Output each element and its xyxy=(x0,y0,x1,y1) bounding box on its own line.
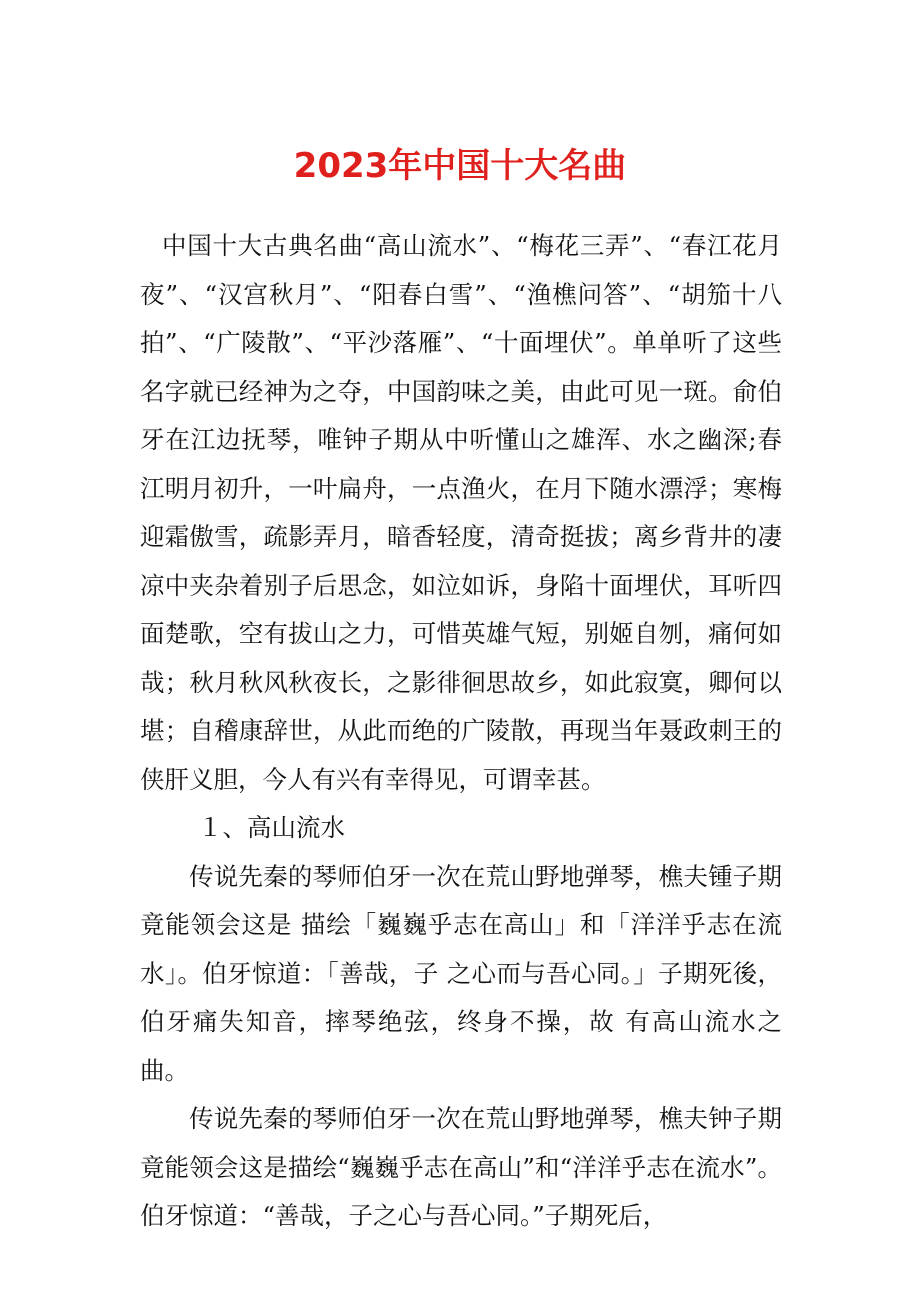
page-title: 2023年中国十大名曲 xyxy=(293,146,627,186)
section-paragraph-1: 传说先秦的琴师伯牙一次在荒山野地弹琴，樵夫锺子期竟能领会这是 描绘「巍巍乎志在高山」和「洋洋乎志在流水」。伯牙惊道：「善哉，子 之心而与吾心同。」子期死後，伯牙痛失知音，摔琴绝弦，终身不操，故 有高山流水之曲。 xyxy=(140,861,782,1085)
document-body xyxy=(140,222,782,1241)
intro-paragraph: 中国十大古典名曲“高山流水”、“梅花三弄”、“春江花月夜”、“汉宫秋月”、“阳春白雪”、“渔樵问答”、“胡笳十八拍”、“广陵散”、“平沙落雁”、“十面埋伏”。单单听了这些名字就已经神为之夺，中国韵味之美，由此可见一斑。俞伯牙在江边抚琴，唯钟子期从中听懂山之雄浑、水之幽深;春江明月初升，一叶扁舟，一点渔火，在月下随水漂浮；寒梅迎霜傲雪，疏影弄月，暗香轻度，清奇挺拔；离乡背井的凄凉中夹杂着别子后思念，如泣如诉，身陷十面埋伏，耳听四面楚歌，空有拔山之力，可惜英雄气短，别姬自刎，痛何如哉；秋月秋风秋夜长，之影徘徊思故乡，如此寂寞，卿何以堪；自稽康辞世，从此而绝的广陵散，再现当年聂政刺王的侠肝义胆，今人有兴有幸得见，可谓幸甚。 xyxy=(140,231,782,794)
section-heading: １、高山流水 xyxy=(198,813,345,842)
section-paragraph-2: 传说先秦的琴师伯牙一次在荒山野地弹琴，樵夫钟子期竟能领会这是描绘“巍巍乎志在高山”和“洋洋乎志在流水”。 伯牙惊道：“善哉，子之心与吾心同。”子期死后， xyxy=(140,1104,782,1230)
